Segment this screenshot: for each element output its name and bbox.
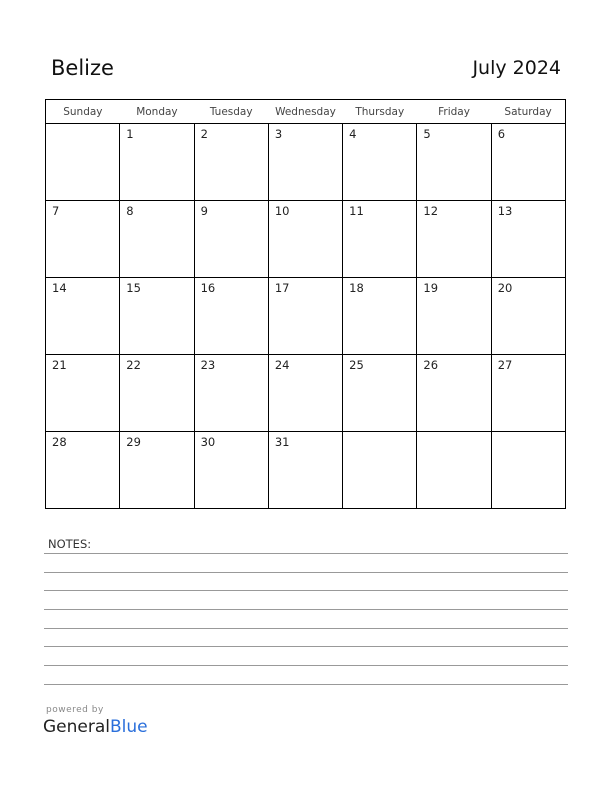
day-cell xyxy=(268,278,342,355)
day-cell xyxy=(120,124,194,201)
day-number: 21 xyxy=(52,358,67,372)
day-number: 16 xyxy=(200,281,216,295)
day-number: 11 xyxy=(349,204,364,218)
day-number: 12 xyxy=(423,204,439,218)
notes-line xyxy=(44,665,568,666)
day-cell xyxy=(120,432,194,509)
day-cell xyxy=(417,201,491,278)
week-row xyxy=(46,355,566,432)
day-cell xyxy=(343,201,417,278)
day-number: 9 xyxy=(200,204,208,218)
day-cell xyxy=(268,355,342,432)
week-row xyxy=(46,432,566,509)
day-cell xyxy=(343,432,417,509)
day-cell xyxy=(491,201,565,278)
day-cell xyxy=(194,201,268,278)
notes-line xyxy=(44,684,568,685)
notes-line xyxy=(44,628,568,629)
day-number: 27 xyxy=(497,358,513,372)
day-number: 24 xyxy=(274,358,290,372)
day-number xyxy=(417,432,490,435)
weekday-sunday: Sunday xyxy=(46,100,120,124)
day-number: 15 xyxy=(126,281,141,295)
day-cell xyxy=(194,278,268,355)
day-cell xyxy=(46,432,120,509)
day-cell xyxy=(120,278,194,355)
day-number: 4 xyxy=(349,127,357,141)
day-number: 13 xyxy=(497,204,513,218)
notes-label: NOTES: xyxy=(48,537,92,551)
weekday-saturday: Saturday xyxy=(491,100,565,124)
day-number: 14 xyxy=(52,281,67,295)
day-cell xyxy=(46,124,120,201)
country-title: Belize xyxy=(51,56,114,80)
day-cell xyxy=(194,432,268,509)
day-number: 29 xyxy=(126,435,141,449)
day-cell xyxy=(417,278,491,355)
notes-line xyxy=(44,553,568,554)
day-number xyxy=(492,432,565,435)
day-number: 23 xyxy=(200,358,216,372)
day-cell xyxy=(491,432,565,509)
day-cell xyxy=(268,201,342,278)
day-number: 7 xyxy=(52,204,60,218)
weekday-wednesday: Wednesday xyxy=(268,100,342,124)
day-number: 25 xyxy=(349,358,364,372)
day-number: 3 xyxy=(274,127,283,141)
week-row xyxy=(46,201,566,278)
day-number: 10 xyxy=(274,204,290,218)
notes-line xyxy=(44,572,568,573)
notes-line xyxy=(44,609,568,610)
day-number: 30 xyxy=(200,435,216,449)
brand-logo xyxy=(43,717,148,737)
calendar-grid xyxy=(45,99,566,509)
day-cell xyxy=(417,124,491,201)
day-number: 6 xyxy=(497,127,506,141)
brand-logo-part-general: General xyxy=(43,717,110,737)
week-row xyxy=(46,124,566,201)
day-number: 8 xyxy=(126,204,134,218)
weekday-header-row xyxy=(46,100,566,124)
day-number: 5 xyxy=(423,127,431,141)
powered-by-text: powered by xyxy=(46,705,104,715)
day-number: 28 xyxy=(52,435,67,449)
weekday-monday: Monday xyxy=(120,100,194,124)
brand-logo-part-blue: Blue xyxy=(110,717,148,737)
day-cell xyxy=(491,124,565,201)
day-cell xyxy=(343,278,417,355)
day-cell xyxy=(120,201,194,278)
day-cell xyxy=(194,124,268,201)
day-cell xyxy=(120,355,194,432)
month-year-title: July 2024 xyxy=(472,57,561,79)
day-number: 31 xyxy=(274,435,290,449)
day-number: 17 xyxy=(274,281,290,295)
day-number xyxy=(46,124,119,127)
day-cell xyxy=(268,432,342,509)
day-number: 26 xyxy=(423,358,439,372)
day-cell xyxy=(417,432,491,509)
day-number xyxy=(343,432,416,435)
day-number: 18 xyxy=(349,281,364,295)
notes-line xyxy=(44,646,568,647)
day-cell xyxy=(46,355,120,432)
day-number: 20 xyxy=(497,281,513,295)
day-number: 2 xyxy=(200,127,208,141)
weekday-thursday: Thursday xyxy=(343,100,417,124)
day-cell xyxy=(46,278,120,355)
day-cell xyxy=(343,124,417,201)
day-cell xyxy=(343,355,417,432)
day-cell xyxy=(491,278,565,355)
weekday-friday: Friday xyxy=(417,100,491,124)
day-cell xyxy=(194,355,268,432)
day-cell xyxy=(268,124,342,201)
day-cell xyxy=(417,355,491,432)
weekday-tuesday: Tuesday xyxy=(194,100,268,124)
day-number: 1 xyxy=(126,127,134,141)
week-row xyxy=(46,278,566,355)
day-number: 22 xyxy=(126,358,141,372)
day-cell xyxy=(46,201,120,278)
day-cell xyxy=(491,355,565,432)
day-number: 19 xyxy=(423,281,439,295)
notes-line xyxy=(44,590,568,591)
